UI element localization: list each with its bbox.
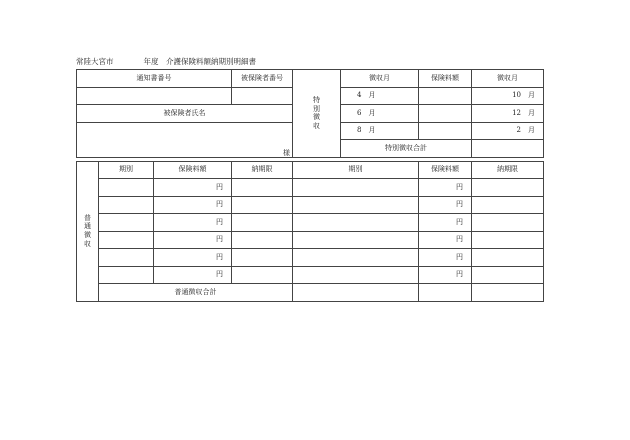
ordinary-row: [77, 266, 544, 284]
document-name: 介護保険料額納期別明細書: [166, 57, 256, 66]
amount-cell: 円: [419, 231, 472, 249]
amount-cell: 円: [419, 196, 472, 214]
ordinary-row: [77, 231, 544, 249]
due-date-header-right: 納期限: [472, 161, 544, 179]
due-date-cell: [232, 249, 293, 267]
period-cell: [99, 196, 154, 214]
period-cell: [293, 231, 419, 249]
insured-name-header: 被保険者氏名: [77, 105, 293, 123]
amount-cell: 円: [419, 249, 472, 267]
due-date-cell: [232, 196, 293, 214]
amount-cell: 円: [419, 266, 472, 284]
period-cell: [99, 266, 154, 284]
period-cell: [293, 179, 419, 197]
amount-cell: 円: [154, 214, 232, 232]
ordinary-total-empty: [472, 284, 544, 302]
amount-cell: 円: [419, 179, 472, 197]
period-cell: [99, 249, 154, 267]
amount-cell: 円: [154, 249, 232, 267]
period-cell: [293, 196, 419, 214]
special-month-cell: 2 月: [472, 122, 544, 140]
collection-month-header-right: 徴収月: [472, 70, 544, 88]
due-date-cell: [472, 249, 544, 267]
amount-cell: 円: [154, 179, 232, 197]
ordinary-row: [77, 196, 544, 214]
city-name: 常陸大宮市: [76, 57, 114, 66]
premium-amount-header-left: 保険料額: [419, 70, 472, 88]
ordinary-total-field: [293, 284, 419, 302]
due-date-cell: [472, 196, 544, 214]
special-month-cell: 4 月: [341, 87, 419, 105]
due-date-cell: [472, 231, 544, 249]
premium-statement-table: [76, 69, 544, 302]
period-header-right: 期別: [293, 161, 419, 179]
due-date-cell: [472, 179, 544, 197]
due-date-cell: [232, 266, 293, 284]
special-month-cell: 10 月: [472, 87, 544, 105]
due-date-cell: [232, 214, 293, 232]
special-amount-cell: [419, 105, 472, 123]
fiscal-year-label: 年度: [143, 57, 159, 66]
document-title: [76, 56, 256, 67]
special-month-cell: 8 月: [341, 122, 419, 140]
ordinary-total-empty: [419, 284, 472, 302]
notice-number-header: 通知書番号: [77, 70, 232, 88]
period-cell: [293, 214, 419, 232]
special-amount-cell: [419, 87, 472, 105]
amount-cell: 円: [154, 231, 232, 249]
insured-name-field: [77, 122, 293, 157]
due-date-cell: [472, 214, 544, 232]
insured-number-header: 被保険者番号: [232, 70, 293, 88]
ordinary-row: [77, 249, 544, 267]
due-date-cell: [232, 231, 293, 249]
special-total-field: [472, 140, 544, 158]
ordinary-row: [77, 179, 544, 197]
special-month-cell: 6 月: [341, 105, 419, 123]
period-cell: [99, 231, 154, 249]
special-month-cell: 12 月: [472, 105, 544, 123]
amount-header-right: 保険料額: [419, 161, 472, 179]
amount-cell: 円: [154, 196, 232, 214]
special-amount-cell: [419, 122, 472, 140]
period-header-left: 期別: [99, 161, 154, 179]
period-cell: [293, 266, 419, 284]
period-cell: [293, 249, 419, 267]
collection-month-header-left: 徴収月: [341, 70, 419, 88]
notice-number-field: [77, 87, 232, 105]
due-date-cell: [472, 266, 544, 284]
special-collection-label: 特別徴収: [293, 70, 341, 158]
ordinary-row: [77, 214, 544, 232]
due-date-header-left: 納期限: [232, 161, 293, 179]
due-date-cell: [232, 179, 293, 197]
ordinary-collection-label: 普通徴収: [77, 161, 99, 301]
amount-header-left: 保険料額: [154, 161, 232, 179]
special-total-label: 特別徴収合計: [341, 140, 472, 158]
insured-number-field: [232, 87, 293, 105]
ordinary-total-label: 普通徴収合計: [99, 284, 293, 302]
honorific-label: 様: [283, 148, 290, 157]
period-cell: [99, 214, 154, 232]
period-cell: [99, 179, 154, 197]
amount-cell: 円: [154, 266, 232, 284]
amount-cell: 円: [419, 214, 472, 232]
